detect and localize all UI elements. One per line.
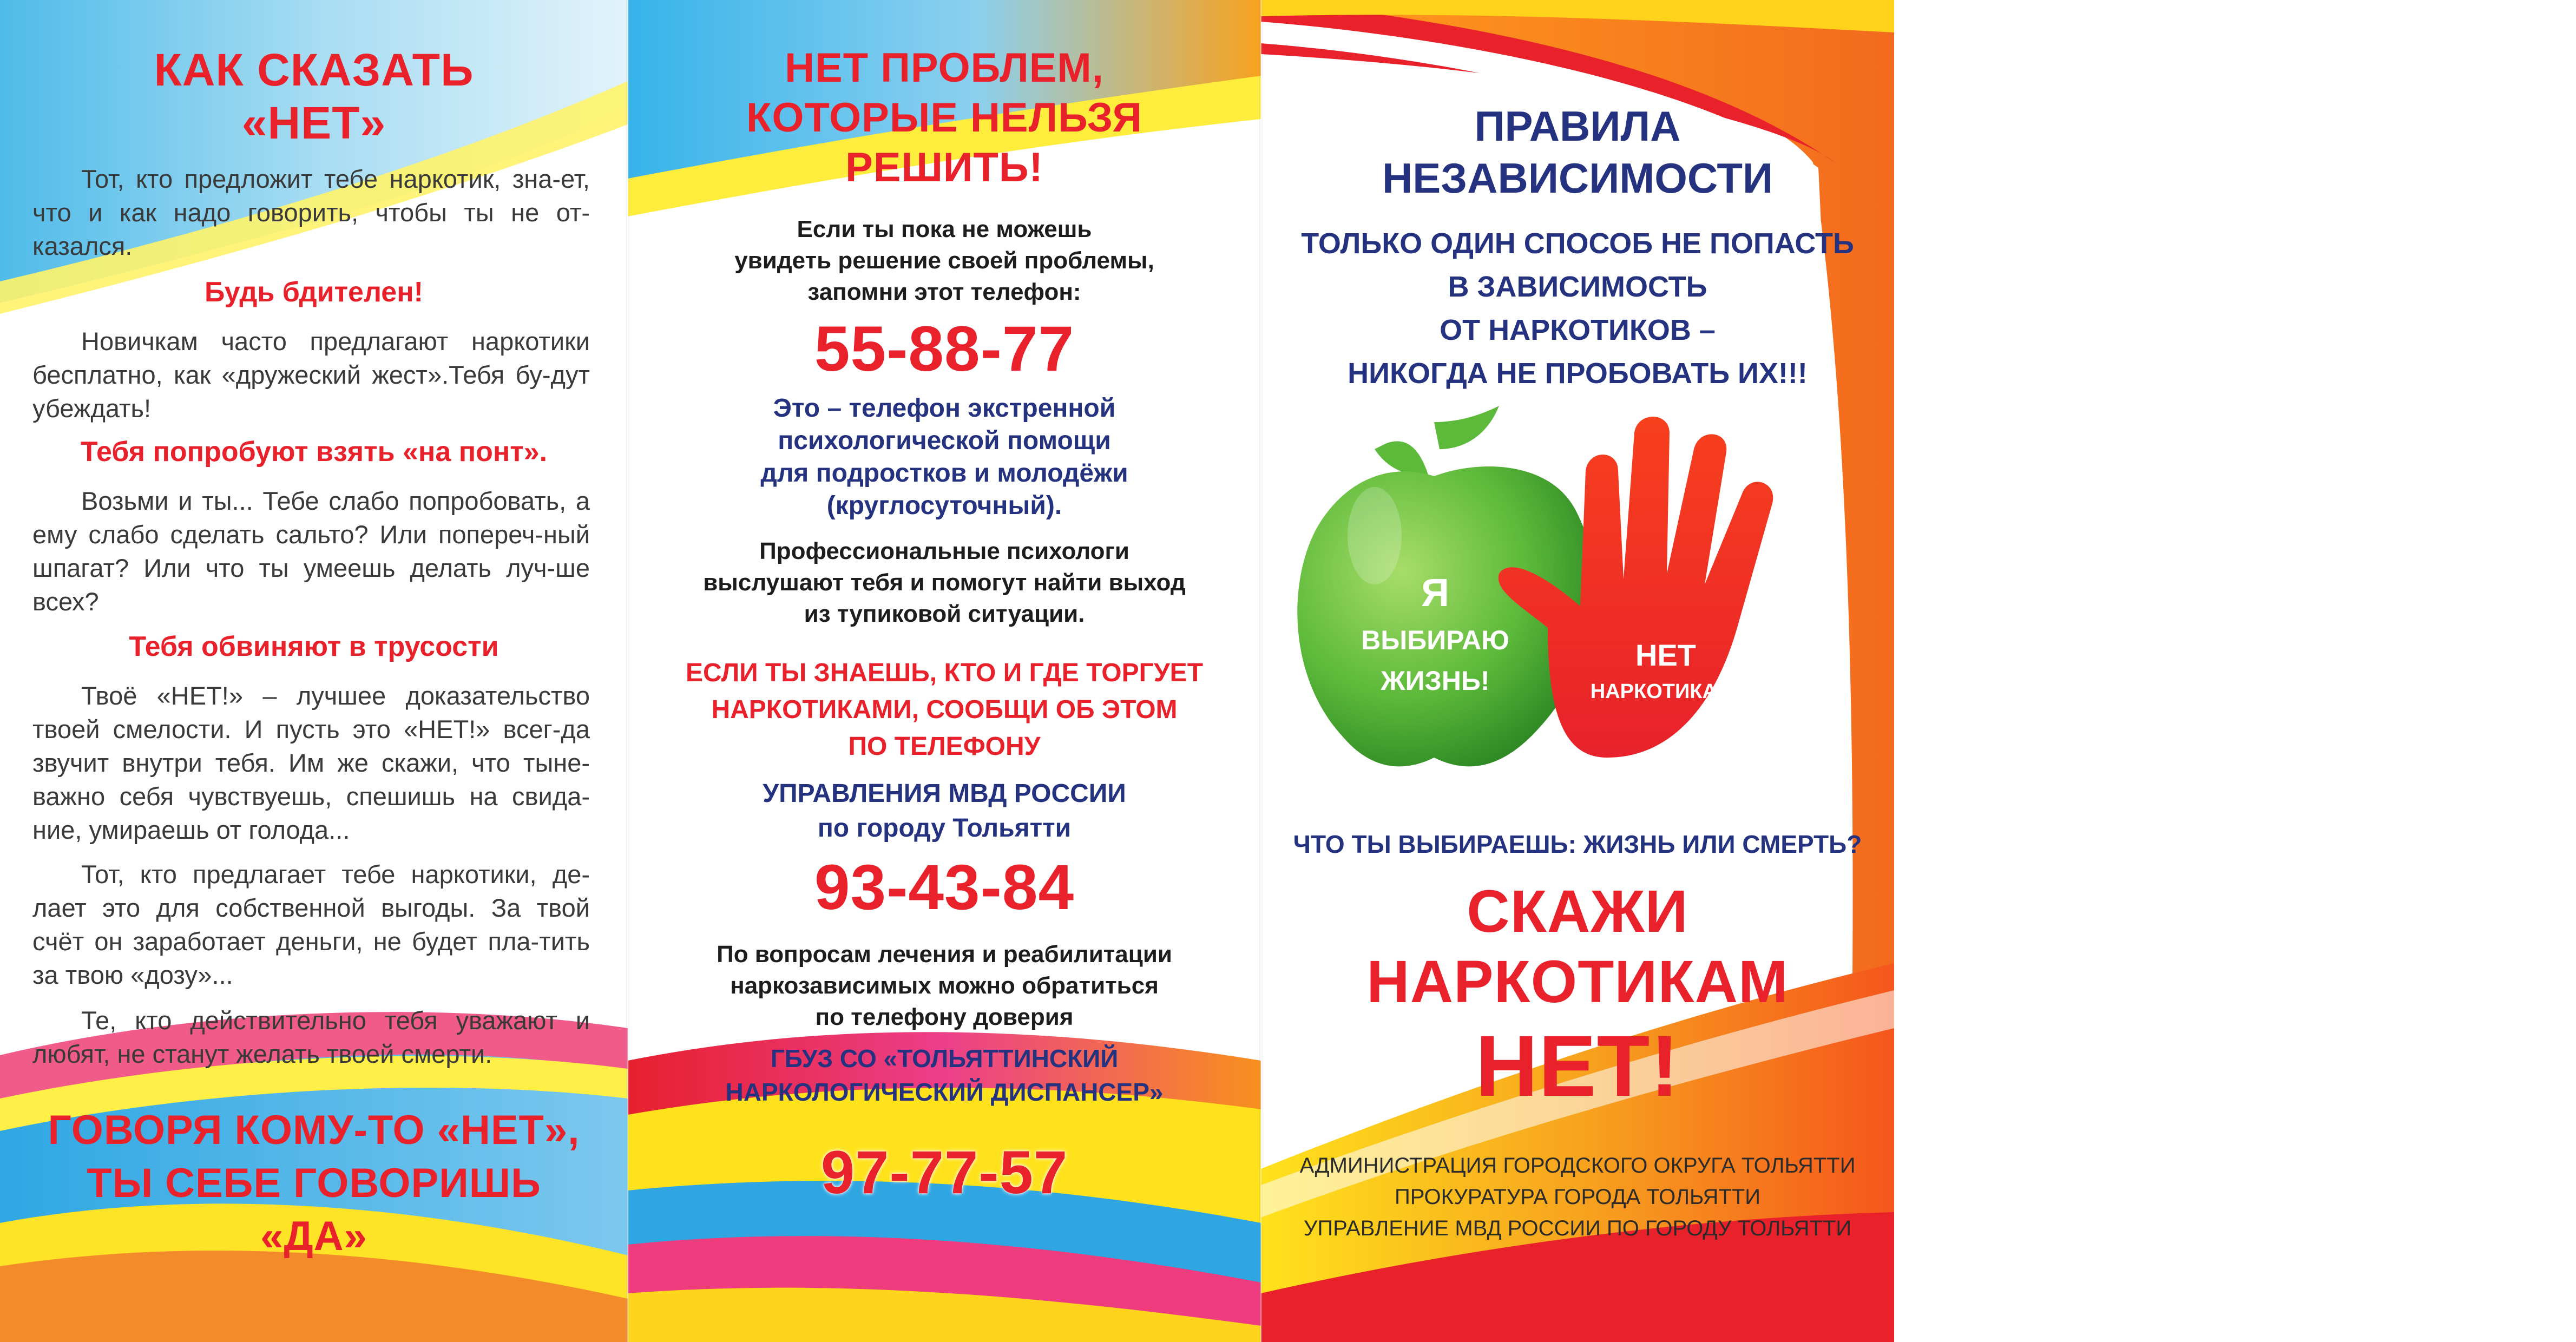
panel2-clinic-line2: НАРКОЛОГИЧЕСКИЙ ДИСПАНСЕР» <box>725 1078 1164 1106</box>
panel2-phone1-desc-line1: Это – телефон экстренной <box>773 394 1116 423</box>
panel2-report-line2: НАРКОТИКАМИ, СООБЩИ ОБ ЭТОМ <box>711 695 1178 724</box>
panel-how-to-say-no <box>0 0 628 1342</box>
panel3-slogan-line1: СКАЖИ <box>1467 878 1688 945</box>
panel2-clinic-line1: ГБУЗ СО «ТОЛЬЯТТИНСКИЙ <box>770 1044 1119 1073</box>
panel1-title-line2: «НЕТ» <box>241 97 386 148</box>
hand-text-line1: НЕТ <box>1635 638 1696 672</box>
panel1-slogan-line1: ГОВОРЯ КОМУ-ТО «НЕТ», <box>48 1107 580 1153</box>
phone-trust-line[interactable]: 97-77-57 <box>820 1139 1068 1206</box>
phone-psych-help[interactable]: 55-88-77 <box>814 313 1075 385</box>
panel1-heading-vigilant: Будь бдителен! <box>205 277 423 308</box>
panel1-paragraph-dare: Возьми и ты... Тебе слабо попробовать, а ему слабо сделать сальто? Или попереч-ный шпагат? Или что ты умеешь делать луч-ше всех? <box>32 486 590 616</box>
panel2-treat-line2: наркозависимых можно обратиться <box>730 972 1159 999</box>
apple-text-line1: Я <box>1421 571 1449 615</box>
panel3-slogan-line3: НЕТ! <box>1475 1017 1680 1114</box>
phone-mvd[interactable]: 93-43-84 <box>814 852 1075 923</box>
panel1-title-line1: КАК СКАЗАТЬ <box>154 44 474 95</box>
panel2-mvd-line1: УПРАВЛЕНИЯ МВД РОССИИ <box>763 779 1126 808</box>
panel2-phone1-desc-line3: для подростков и молодёжи <box>760 459 1128 488</box>
panel1-slogan-line3: «ДА» <box>260 1213 367 1259</box>
panel1-paragraph-respect: Те, кто действительно тебя уважают и любят, не станут желать твоей смерти. <box>32 1006 590 1068</box>
panel3-org-line2: ПРОКУРАТУРА ГОРОДА ТОЛЬЯТТИ <box>1395 1185 1760 1209</box>
panel2-psy-line1: Профессиональные психологи <box>759 538 1129 564</box>
panel2-title-line1: НЕТ ПРОБЛЕМ, <box>785 45 1104 91</box>
panel3-title-line1: ПРАВИЛА <box>1474 102 1681 150</box>
panel-no-unsolvable-problems <box>628 0 1261 1342</box>
panel3-slogan-line2: НАРКОТИКАМ <box>1366 949 1789 1015</box>
panel2-mvd-line2: по городу Тольятти <box>817 814 1072 843</box>
panel3-rule-line4: НИКОГДА НЕ ПРОБОВАТЬ ИХ!!! <box>1348 357 1808 390</box>
panel2-intro-line1: Если ты пока не можешь <box>797 216 1092 242</box>
panel1-heading-coward: Тебя обвиняют в трусости <box>129 631 499 662</box>
panel3-rule-line2: В ЗАВИСИМОСТЬ <box>1448 271 1707 303</box>
panel2-phone1-desc-line2: психологической помощи <box>778 426 1111 455</box>
fold-line-1 <box>626 0 629 1342</box>
panel1-paragraph-profit: Тот, кто предлагает тебе наркотики, де-лает это для собственной выгоды. За твой счёт он заработает деньги, не будет пла-тить за твою «дозу»... <box>32 860 590 989</box>
hand-text-line2: НАРКОТИКАМ! <box>1590 680 1742 703</box>
panel3-rule-line3: ОТ НАРКОТИКОВ – <box>1440 314 1716 346</box>
panel2-phone1-desc-line4: (круглосуточный). <box>826 491 1062 520</box>
panel3-title-line2: НЕЗАВИСИМОСТИ <box>1382 154 1773 202</box>
panel2-report-line3: ПО ТЕЛЕФОНУ <box>848 732 1041 761</box>
panel2-psy-line3: из тупиковой ситуации. <box>804 601 1085 627</box>
apple-text-line3: ЖИЗНЬ! <box>1381 666 1490 696</box>
panel2-psy-line2: выслушают тебя и помогут найти выход <box>703 569 1186 596</box>
panel2-treat-line1: По вопросам лечения и реабилитации <box>717 941 1172 968</box>
panel1-heading-bluff: Тебя попробуют взять «на понт». <box>80 436 548 468</box>
panel1-paragraph-free: Новичкам часто предлагают наркотики бесплатно, как «дружеский жест».Тебя бу-дут убеждать! <box>32 327 590 423</box>
panel2-intro-line2: увидеть решение своей проблемы, <box>734 247 1154 274</box>
panel2-treat-line3: по телефону доверия <box>815 1004 1074 1030</box>
apple-text-line2: ВЫБИРАЮ <box>1361 625 1509 655</box>
panel2-title-line3: РЕШИТЬ! <box>845 144 1043 190</box>
panel1-paragraph-courage: Твоё «НЕТ!» – лучшее доказательство твоей смелости. И пусть это «НЕТ!» всег-да звучит внутри тебя. Им же скажи, что тыне-важно себя чувствуешь, спешишь на свида-ние, умираешь от голода... <box>32 681 590 844</box>
panel1-intro: Тот, кто предложит тебе наркотик, зна-ет, что и как надо говорить, чтобы ты не от-казался. <box>32 165 590 260</box>
panel3-org-line3: УПРАВЛЕНИЕ МВД РОССИИ ПО ГОРОДУ ТОЛЬЯТТИ <box>1303 1216 1852 1240</box>
panel-rules-of-independence <box>1261 0 1894 1342</box>
panel3-org-line1: АДМИНИСТРАЦИЯ ГОРОДСКОГО ОКРУГА ТОЛЬЯТТИ <box>1299 1154 1856 1177</box>
panel1-slogan-line2: ТЫ СЕБЕ ГОВОРИШЬ <box>87 1160 541 1206</box>
panel2-title-line2: КОТОРЫЕ НЕЛЬЗЯ <box>746 95 1143 141</box>
panel3-rule-line1: ТОЛЬКО ОДИН СПОСОБ НЕ ПОПАСТЬ <box>1301 227 1854 260</box>
apple-hand-illustration <box>1293 400 1845 812</box>
panel3-question: ЧТО ТЫ ВЫБИРАЕШЬ: ЖИЗНЬ ИЛИ СМЕРТЬ? <box>1293 830 1862 858</box>
fold-line-2 <box>1259 0 1263 1342</box>
panel2-intro-line3: запомни этот телефон: <box>807 279 1081 305</box>
panel2-report-line1: ЕСЛИ ТЫ ЗНАЕШЬ, КТО И ГДЕ ТОРГУЕТ <box>685 659 1204 687</box>
